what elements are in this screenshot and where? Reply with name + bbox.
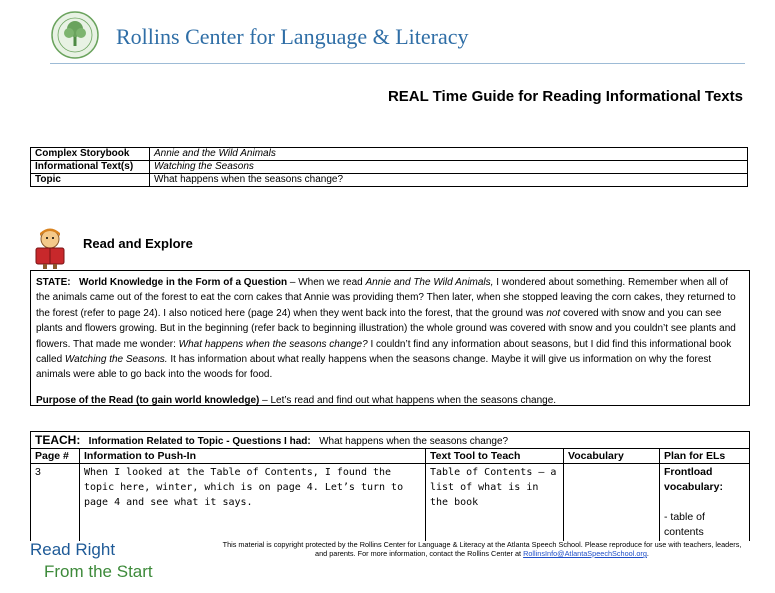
teach-label: TEACH: bbox=[35, 433, 81, 447]
info-value: What happens when the seasons change? bbox=[150, 174, 748, 187]
teach-sublabel: Information Related to Topic - Questions I had: bbox=[88, 436, 311, 447]
info-value: Annie and the Wild Animals bbox=[150, 148, 748, 161]
col-info: Information to Push-In bbox=[80, 449, 426, 464]
state-sublabel: World Knowledge in the Form of a Question bbox=[78, 277, 288, 288]
state-box bbox=[30, 270, 750, 406]
copyright-notice bbox=[222, 540, 742, 558]
read-explore-heading: Read and Explore bbox=[83, 236, 193, 251]
col-plan: Plan for ELs bbox=[660, 449, 750, 464]
col-vocab: Vocabulary bbox=[564, 449, 660, 464]
col-page: Page # bbox=[31, 449, 80, 464]
plan-bold: Frontload vocabulary: bbox=[664, 466, 723, 493]
col-tool: Text Tool to Teach bbox=[426, 449, 564, 464]
row-page: 3 bbox=[31, 464, 80, 542]
rollins-seal-logo bbox=[50, 10, 100, 60]
wonder-question: What happens when the seasons change? bbox=[178, 338, 368, 350]
teach-header bbox=[31, 432, 749, 449]
brand-from-the-start: From the Start bbox=[44, 562, 153, 581]
state-label: STATE: bbox=[36, 277, 71, 288]
info-table bbox=[30, 147, 748, 187]
header-divider bbox=[50, 63, 745, 64]
org-name: Rollins Center for Language & Literacy bbox=[116, 24, 469, 49]
emphasis-not: not bbox=[546, 307, 561, 319]
row-tool: Table of Contents – a list of what is in the book bbox=[426, 464, 564, 542]
copyright-end: . bbox=[646, 549, 649, 558]
plan-item: - table of contents bbox=[664, 511, 705, 538]
purpose-label: Purpose of the Read (to gain world knowledge) bbox=[36, 394, 260, 406]
teach-table bbox=[31, 449, 749, 541]
brand-read-right: Read Right bbox=[30, 540, 116, 559]
state-text: covered with snow and you can see plants and flowers growing. But in the beginning (refer back to beginning illustration) the whole ground was covered with snow and you couldn’t see plants and flowers. That made me wonder: bbox=[36, 307, 736, 350]
row-plan bbox=[660, 464, 750, 542]
purpose-text: – Let’s read and find out what happens when the seasons change. bbox=[259, 394, 557, 406]
copyright-text: This material is copyright protected by the Rollins Center for Language & Literacy at the Atlanta Speech School. Please reproduce for use with teachers, leaders, and parents. For more information, contact the Rollins Center at bbox=[222, 540, 742, 558]
teach-section bbox=[30, 431, 750, 541]
state-paragraph bbox=[36, 275, 744, 383]
book-title: Annie and The Wild Animals, bbox=[365, 277, 494, 288]
state-text: It has information about what really happens when the seasons change. Maybe it will give us information on why the forest animals were able to go back into the woods for food. bbox=[36, 354, 712, 381]
info-label: Topic bbox=[31, 174, 150, 187]
state-text: I wondered about something. Remember when all of the animals came out of the forest to eat the corn cakes that Annie was providing them? Then later, when she stopped leaving the corn cakes, they returned to the forest (refer to page 24). I also noticed here (page 24) when they went back into the forest, that the ground was bbox=[36, 277, 736, 319]
info-row-topic bbox=[31, 174, 748, 187]
teach-question: What happens when the seasons change? bbox=[319, 436, 509, 447]
table-row bbox=[31, 464, 749, 542]
state-text: – When we read bbox=[287, 277, 366, 288]
row-info: When I looked at the Table of Contents, I found the topic here, winter, which is on page 4. Let’s turn to page 4 and see what it says. bbox=[80, 464, 426, 542]
guide-title: REAL Time Guide for Reading Informational Texts bbox=[387, 88, 743, 105]
info-label: Complex Storybook bbox=[31, 148, 150, 161]
info-label: Informational Text(s) bbox=[31, 161, 150, 174]
purpose-paragraph bbox=[36, 393, 744, 408]
info-book-title: Watching the Seasons. bbox=[64, 354, 168, 366]
child-reading-icon bbox=[30, 226, 70, 270]
teach-header-row bbox=[31, 449, 749, 464]
info-row-storybook bbox=[31, 148, 748, 161]
contact-email-link[interactable]: RollinsInfo@AtlantaSpeechSchool.org bbox=[523, 549, 647, 558]
info-row-informational-text bbox=[31, 161, 748, 174]
state-text: I couldn’t find any information about seasons, but I did find this informational book called bbox=[36, 338, 732, 366]
info-value: Watching the Seasons bbox=[150, 161, 748, 174]
row-vocab bbox=[564, 464, 660, 542]
